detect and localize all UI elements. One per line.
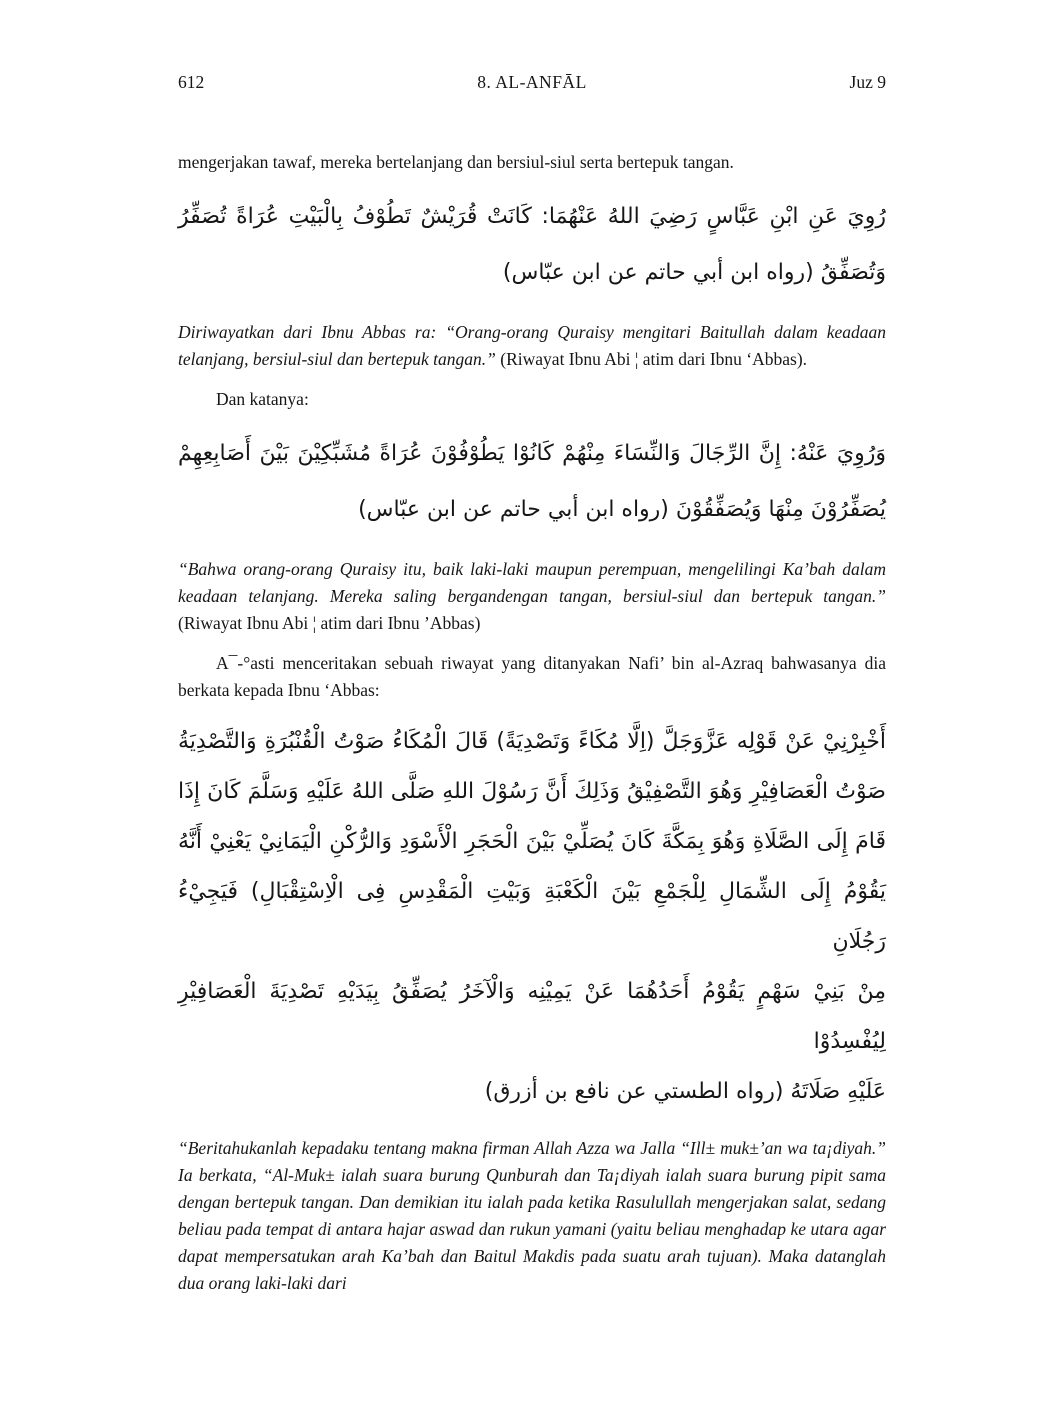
paragraph-continuation: mengerjakan tawaf, mereka bertelanjang dan bersiul-siul serta bertepuk tangan. bbox=[178, 152, 734, 172]
arabic-line: صَوْتُ الْعَصَافِيْرِ وَهُوَ التَّصْفِيْقُ وَذَلِكَ أَنَّ رَسُوْلَ اللهِ صَلَّى اللهُ عَلَيْهِ وَسَلَّمَ كَانَ إِذَا bbox=[178, 779, 886, 804]
arabic-line: أَخْبِرْنِيْ عَنْ قَوْلِه عَزَّوَجَلَّ (اِلَّا مُكَاءً وَتَصْدِيَةً) قَالَ الْمُكَاءُ صَوْتُ الْقُنْبُرَةِ وَالتَّصْدِيَةُ bbox=[178, 729, 886, 754]
arabic-line: رُوِيَ عَنِ ابْنِ عَبَّاسٍ رَضِيَ اللهُ عَنْهُمَا: كَانَتْ قُرَيْشٌ تَطُوْفُ بِالْبَيْتِ عُرَاةً تُصَفِّرُ bbox=[178, 204, 886, 229]
translation-hadith-1 bbox=[178, 319, 886, 373]
paragraph-dan-katanya: Dan katanya: bbox=[216, 389, 309, 409]
juz-label: Juz 9 bbox=[849, 72, 886, 92]
arabic-line: وَرُوِيَ عَنْهُ: إِنَّ الرِّجَالَ وَالنِّسَاءَ مِنْهُمْ كَانُوْا يَطُوْفُوْنَ عُرَاةً مُشَبِّكِيْنَ بَيْنَ أَصَابِعِهِمْ bbox=[178, 441, 886, 466]
translation-2-text: “Bahwa orang-orang Quraisy itu, baik laki-laki maupun perempuan, mengelilingi Ka’bah dalam keadaan telanjang. Mereka saling bergandengan tangan, bersiul-siul dan bertepuk tangan.” bbox=[178, 559, 886, 606]
arabic-hadith-2 bbox=[178, 426, 886, 538]
arabic-line: يَقُوْمُ إِلَى الشِّمَالِ لِلْجَمْعِ بَيْنَ الْكَعْبَةِ وَبَيْتِ الْمَقْدِسِ فِى الْاِسْتِقْبَالِ) فَيَجِيْءُ رَجُلَانِ bbox=[178, 879, 886, 954]
arabic-line: يُصَفِّرُوْنَ مِنْهَا وَيُصَفِّقُوْنَ (رواه ابن أبي حاتم عن ابن عبّاس) bbox=[358, 497, 886, 522]
translation-2-attribution: (Riwayat Ibnu Abi ¦ atim dari Ibnu ’Abbas) bbox=[178, 613, 481, 633]
arabic-line: مِنْ بَنِيْ سَهْمٍ يَقُوْمُ أَحَدُهُمَا عَنْ يَمِيْنِه وَالْآخَرُ يُصَفِّقُ بِيَدَيْهِ تَصْدِيَةَ الْعَصَافِيْرِ لِيُفْسِدُوْا bbox=[178, 979, 886, 1054]
page-header bbox=[178, 72, 886, 93]
arabic-line: وَتُصَفِّقُ (رواه ابن أبي حاتم عن ابن عبّاس) bbox=[502, 260, 886, 285]
translation-hadith-2 bbox=[178, 556, 886, 637]
arabic-hadith-3 bbox=[178, 717, 886, 1117]
arabic-line: عَلَيْهِ صَلَاتَهُ (رواه الطستي عن نافع بن أزرق) bbox=[484, 1079, 886, 1104]
translation-1-text: Diriwayatkan dari Ibnu Abbas ra: “Orang-orang Quraisy mengitari Baitullah dalam keadaan telanjang, bersiul-siul dan bertepuk tangan.” bbox=[178, 322, 886, 369]
page-number: 612 bbox=[178, 72, 205, 92]
arabic-line: قَامَ إِلَى الصَّلَاةِ وَهُوَ بِمَكَّةَ كَانَ يُصَلِّيْ بَيْنَ الْحَجَرِ الْأَسْوَدِ وَالرُّكْنِ الْيَمَانِيْ يَعْنِيْ أَنَّهُ bbox=[178, 829, 886, 854]
arabic-hadith-1 bbox=[178, 189, 886, 301]
paragraph-narrator: A¯-°asti menceritakan sebuah riwayat yang ditanyakan Nafi’ bin al-Azraq bahwasanya dia berkata kepada Ibnu ‘Abbas: bbox=[178, 653, 886, 700]
surah-title: 8. AL-ANFĀL bbox=[477, 72, 587, 92]
translation-1-attribution: (Riwayat Ibnu Abi ¦ atim dari Ibnu ‘Abbas). bbox=[495, 349, 808, 369]
translation-hadith-3: “Beritahukanlah kepadaku tentang makna firman Allah Azza wa Jalla “Ill± muk±’an wa ta¡diyah.” Ia berkata, “Al-Muk± ialah suara burung Qunburah dan Ta¡diyah ialah suara burung pipit sama dengan bertepuk tangan. Dan demikian itu ialah pada ketika Rasulullah mengerjakan salat, sedang beliau pada tempat di antara hajar aswad dan rukun yamani (yaitu beliau menghadap ke utara agar dapat mempersatukan arah Ka’bah dan Baitul Makdis pada suatu arah tujuan). Maka datanglah dua orang laki-laki dari bbox=[178, 1138, 886, 1293]
